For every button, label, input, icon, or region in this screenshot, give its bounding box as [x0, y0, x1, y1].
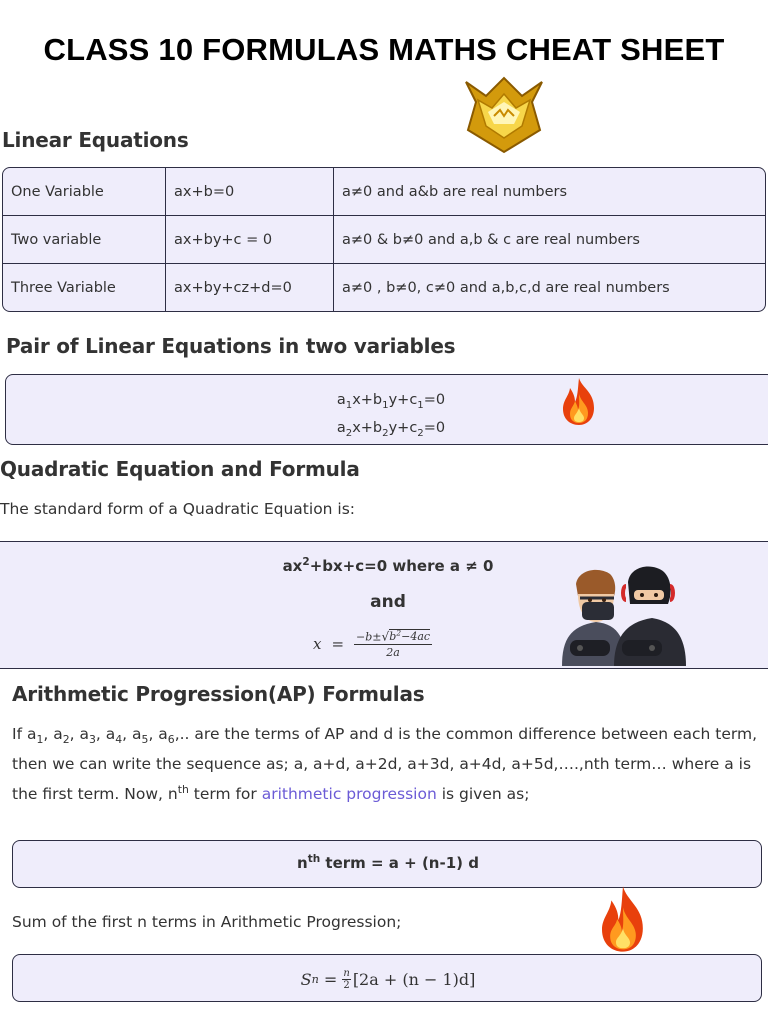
quadratic-intro: The standard form of a Quadratic Equation is: — [0, 500, 356, 518]
fire-icon — [596, 884, 650, 954]
cell-eq: ax+b=0 — [166, 167, 334, 216]
denominator: 2a — [386, 646, 400, 660]
pair-eq-1: $a_1x+b_1y+c_1=0$ — [336, 392, 446, 411]
numerator: $-b\pm√b^2-4ac$ — [356, 628, 431, 644]
nth-term-formula: $n^{th}$ term = a + (n-1) d — [297, 853, 479, 872]
cell-cond: a≠0 , b≠0, c≠0 and a,b,c,d are real numbers — [334, 264, 766, 312]
pair-formula-box — [5, 374, 768, 445]
sum-box — [12, 954, 762, 1002]
cell-cond: a≠0 & b≠0 and a,b & c are real numbers — [334, 216, 766, 264]
pair-heading: Pair of Linear Equations in two variables — [6, 334, 456, 358]
cell-eq: ax+by+cz+d=0 — [166, 264, 334, 312]
sum-formula: S n = $\frac{n}{2}$ [2a + (n − 1)d] — [300, 967, 476, 991]
quadratic-heading: Quadratic Equation and Formula — [0, 457, 360, 481]
ap-paragraph: If $a_1$, $a_2$, $a_3$, $a_4$, $a_5$, $a_6$,.. are the terms of AP and d is the common difference between each term, then we can write the sequence as; a, a+d, a+2d, a+3d, a+4d, a+5d,….,nth term… where a is the first term. Now, $n^{th}$ term for arithmetic progression is given as; — [12, 725, 758, 804]
pair-eq-2: $a_2x+b_2y+c_2=0$ — [336, 419, 446, 439]
page-title: CLASS 10 FORMULAS MATHS CHEAT SHEET — [43, 32, 725, 67]
quadratic-formula: x = $\frac{-b\pm√b^2-4ac}{2a}$ — [313, 628, 431, 660]
ap-heading: Arithmetic Progression(AP) Formulas — [12, 682, 425, 706]
ap-link[interactable]: arithmetic progression — [261, 785, 437, 804]
gamer-characters-illustration — [556, 560, 690, 666]
sum-fraction: $\frac{n}{2}$ — [343, 967, 350, 991]
fire-icon — [556, 376, 602, 426]
cell-cond: a≠0 and a&b are real numbers — [334, 167, 766, 216]
x-variable: x — [313, 635, 322, 653]
fraction — [354, 629, 432, 660]
table-row — [2, 167, 766, 216]
linear-table — [2, 167, 766, 312]
quadratic-standard-form: $ax^2+bx+c=0$ where a ≠ 0 — [282, 556, 494, 575]
sum-intro: Sum of the first n terms in Arithmetic Progression; — [12, 913, 402, 931]
cell-type: Three Variable — [2, 264, 166, 312]
pair-formula — [6, 389, 768, 445]
linear-heading: Linear Equations — [2, 128, 189, 152]
crown-emblem-icon — [458, 72, 550, 154]
cell-eq: ax+by+c = 0 — [166, 216, 334, 264]
table-row — [2, 264, 766, 312]
cell-type: Two variable — [2, 216, 166, 264]
table-row — [2, 216, 766, 264]
cell-type: One Variable — [2, 167, 166, 216]
nth-term-box — [12, 840, 762, 888]
and-label: and — [370, 592, 406, 612]
